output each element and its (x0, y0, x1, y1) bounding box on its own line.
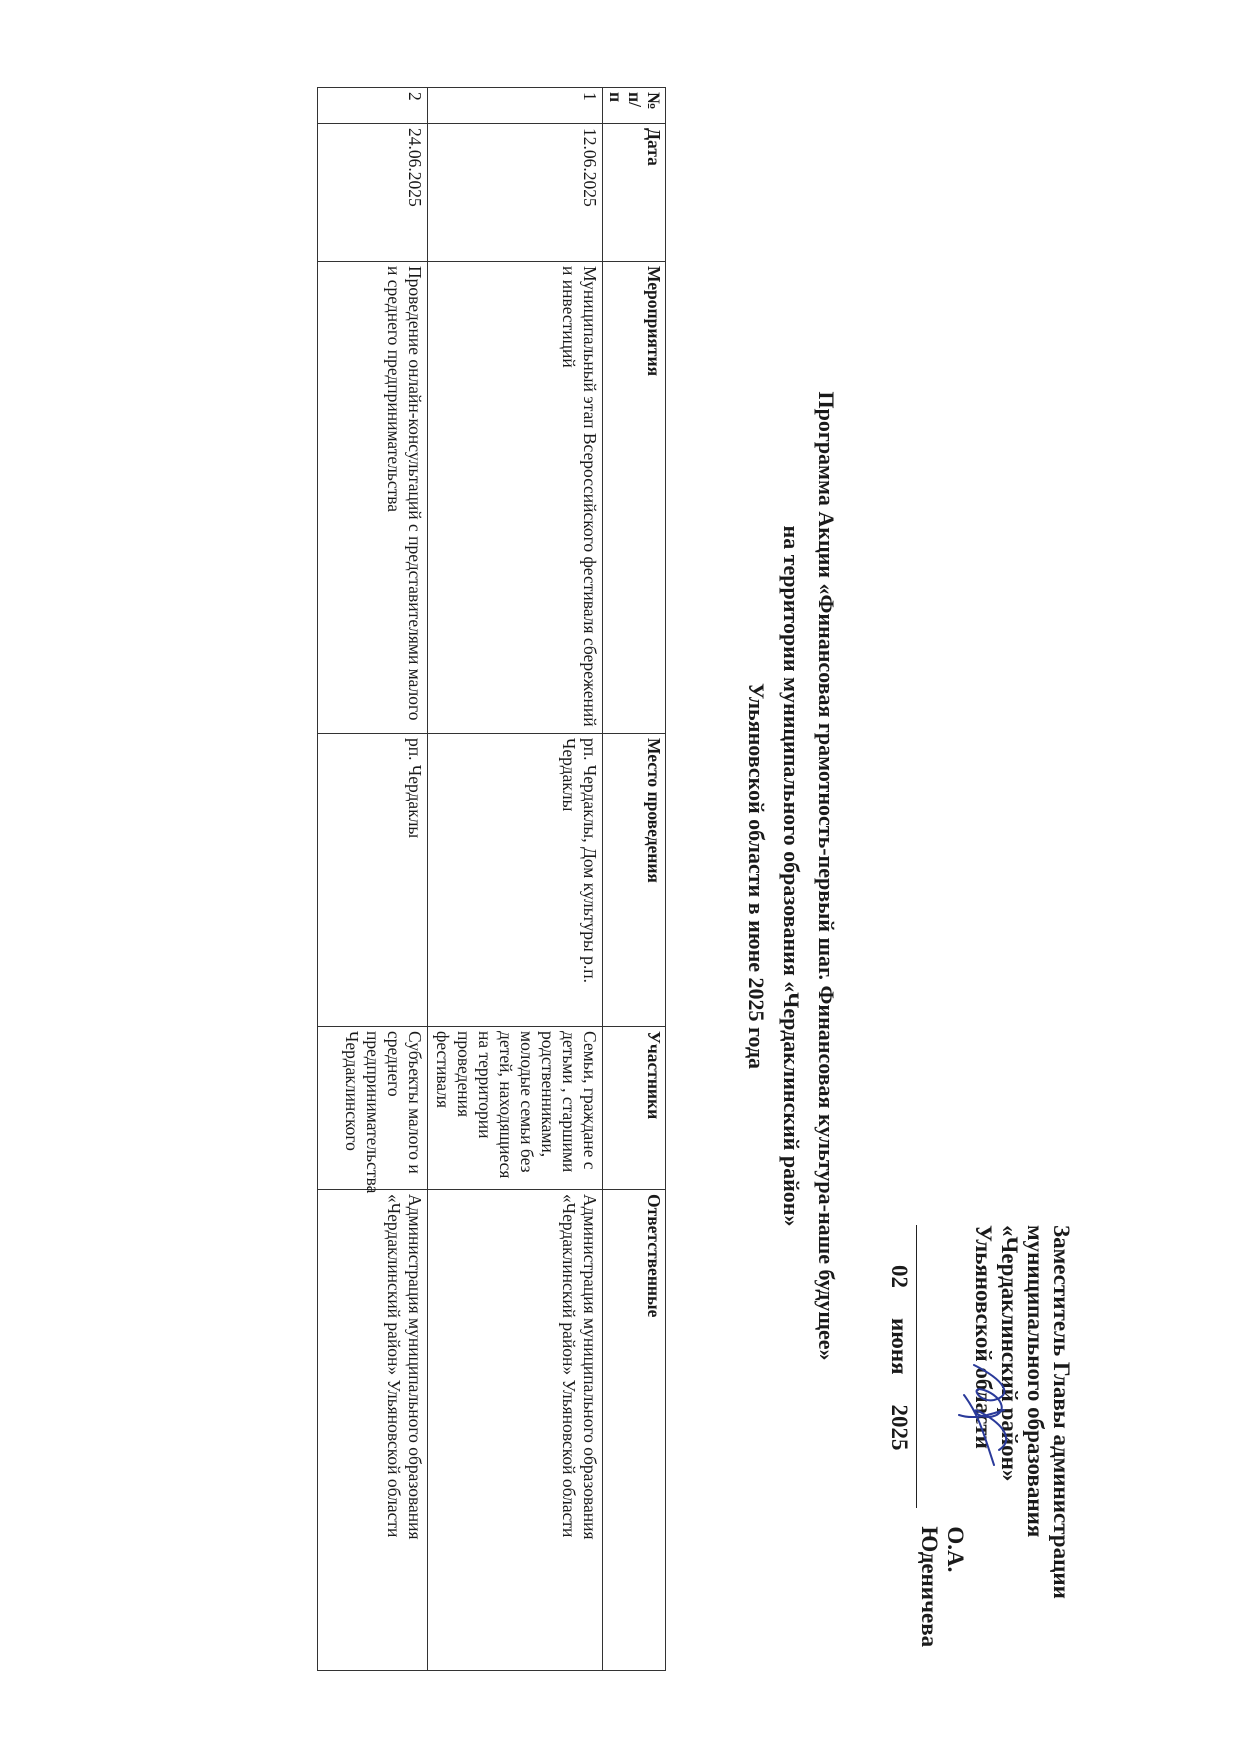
header-num: № п/ п (603, 88, 666, 124)
header-responsible: Ответственные (603, 1190, 666, 1671)
cell-place: рп. Чердаклы, Дом культуры р.п. Чердаклы (428, 734, 603, 1027)
title-line: на территории муниципального образования «Чердаклинский район» (779, 525, 804, 1227)
cell-date: 12.06.2025 (428, 124, 603, 262)
header-event: Мероприятия (603, 262, 666, 734)
header-date: Дата (603, 124, 666, 262)
cell-participants: Семьи, граждане с детьми , старшими родственниками, молодые семьи без детей, находящиеся на территории проведения фестиваля (428, 1027, 603, 1190)
table-row (428, 88, 603, 1671)
header-participants: Участники (603, 1027, 666, 1190)
cell-participants: Субъекты малого и среднего предпринимательства Чердаклинского (318, 1027, 428, 1190)
approval-date (886, 1265, 912, 1695)
cell-date: 24.06.2025 (318, 124, 428, 262)
document-title (739, 0, 844, 1752)
cell-num: 1 (428, 88, 603, 124)
cell-responsible: Администрация муниципального образования «Чердаклинский район» Ульяновской области (428, 1190, 603, 1671)
date-day: 02 (887, 1265, 912, 1288)
signature-rule (916, 1225, 937, 1508)
date-month: июня (887, 1318, 912, 1375)
approval-line: Ульяновской области (971, 1225, 996, 1449)
events-table (317, 87, 666, 1671)
signatory-name: О.А. Юденичева (917, 1526, 968, 1648)
cell-responsible: Администрация муниципального образования «Чердаклинский район» Ульяновской области (318, 1190, 428, 1671)
title-line: Ульяновской области в июне 2025 года (744, 683, 769, 1069)
header-place: Место проведения (603, 734, 666, 1027)
approval-line: «Чердаклинский район» (997, 1225, 1022, 1482)
table-row (318, 88, 428, 1671)
approval-line: Заместитель Главы администрации (1049, 1225, 1074, 1599)
approval-line: муниципального образования (1023, 1225, 1048, 1538)
cell-event: Муниципальный этап Всероссийского фестиваля сбережений и инвестиций (428, 262, 603, 734)
handwritten-signature (954, 1355, 1024, 1475)
cell-event: Проведение онлайн-консультаций с представителями малого и среднего предпринимательства (318, 262, 428, 734)
table-header-row (603, 88, 666, 1671)
date-year: 2025 (887, 1404, 912, 1451)
cell-place: рп. Чердаклы (318, 734, 428, 1027)
cell-num: 2 (318, 88, 428, 124)
title-line: Программа Акции «Финансовая грамотность-первый шаг. Финансовая культура-наше будущее» (814, 391, 839, 1361)
